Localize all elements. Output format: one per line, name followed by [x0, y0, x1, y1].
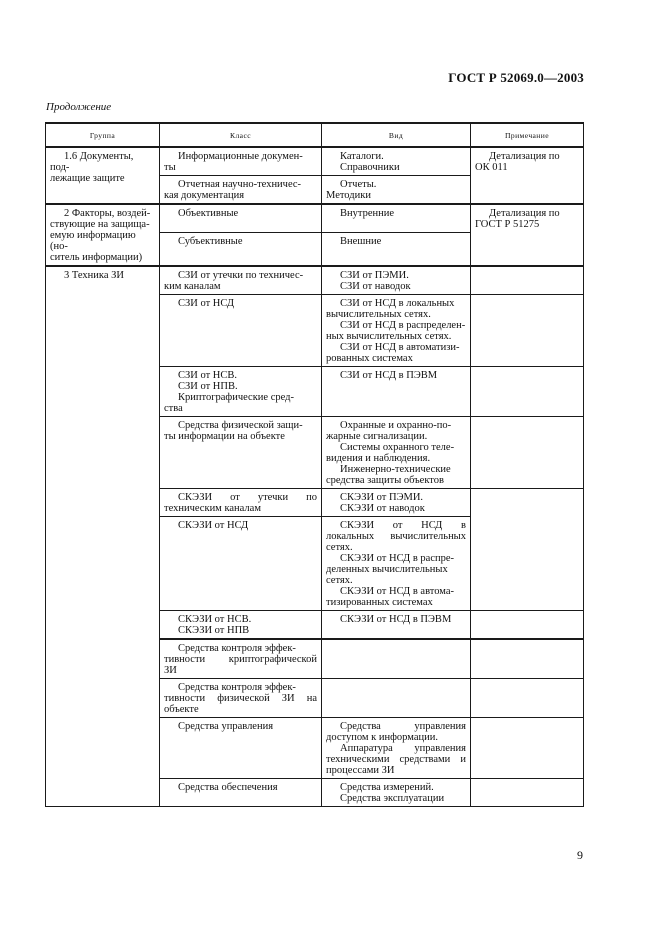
- note-cell: [471, 417, 584, 489]
- class-cell: СЗИ от НСД: [160, 295, 322, 367]
- table-row: [46, 204, 584, 233]
- column-header-kind: Вид: [322, 123, 471, 147]
- note-cell: Детализация по ОК 011: [471, 147, 584, 204]
- note-cell: [471, 489, 584, 611]
- class-cell: Средства физической защи- ты информации на объекте: [160, 417, 322, 489]
- kind-cell: СЗИ от НСД в ПЭВМ: [322, 367, 471, 417]
- class-cell: Средства обеспечения: [160, 779, 322, 807]
- note-cell: [471, 611, 584, 640]
- class-cell: Информационные докумен- ты: [160, 147, 322, 176]
- class-cell: СКЭЗИ от утечки по техническим каналам: [160, 489, 322, 517]
- kind-cell: Каталоги. Справочники: [322, 147, 471, 176]
- class-cell: СКЭЗИ от НСД: [160, 517, 322, 611]
- table-row: [46, 147, 584, 176]
- kind-cell: Охранные и охранно-по- жарные сигнализации. Системы охранного теле- видения и наблюдения. Инженерно-технические средства защиты объектов: [322, 417, 471, 489]
- table-row: [46, 266, 584, 295]
- group-cell: 2 Факторы, воздей- ствующие на защища- емую информацию (но- ситель информации): [46, 204, 160, 266]
- column-header-group: Группа: [46, 123, 160, 147]
- kind-cell: СЗИ от ПЭМИ. СЗИ от наводок: [322, 266, 471, 295]
- class-cell: Средства управления: [160, 718, 322, 779]
- note-cell: [471, 266, 584, 295]
- class-cell: Субъективные: [160, 233, 322, 267]
- class-cell: СЗИ от НСВ. СЗИ от НПВ. Криптографические сред- ства: [160, 367, 322, 417]
- page-number: 9: [577, 848, 583, 862]
- class-cell: СЗИ от утечки по техничес- ким каналам: [160, 266, 322, 295]
- continuation-label: Продолжение: [46, 101, 112, 113]
- class-cell: Объективные: [160, 204, 322, 233]
- group-cell: 3 Техника ЗИ: [46, 266, 160, 807]
- note-cell: [471, 718, 584, 779]
- class-cell: СКЭЗИ от НСВ. СКЭЗИ от НПВ: [160, 611, 322, 640]
- note-cell: [471, 639, 584, 679]
- standard-code: ГОСТ Р 52069.0—2003: [448, 70, 584, 85]
- kind-cell: [322, 679, 471, 718]
- kind-cell: СКЭЗИ от ПЭМИ. СКЭЗИ от наводок: [322, 489, 471, 517]
- note-cell: [471, 779, 584, 807]
- note-cell: [471, 679, 584, 718]
- table-header-row: [46, 123, 584, 147]
- kind-cell: СЗИ от НСД в локальных вычислительных сетях. СЗИ от НСД в распределен- ных вычислительных сетях. СЗИ от НСД в автоматизи- рованных системах: [322, 295, 471, 367]
- column-header-note: Примечание: [471, 123, 584, 147]
- note-cell: [471, 367, 584, 417]
- column-header-class: Класс: [160, 123, 322, 147]
- note-cell: [471, 295, 584, 367]
- class-cell: Отчетная научно-техничес- кая документация: [160, 176, 322, 205]
- kind-cell: Внутренние: [322, 204, 471, 233]
- class-cell: Средства контроля эффек- тивности криптографической ЗИ: [160, 639, 322, 679]
- kind-cell: СКЭЗИ от НСД в ПЭВМ: [322, 611, 471, 640]
- note-cell: Детализация по ГОСТ Р 51275: [471, 204, 584, 266]
- kind-cell: Внешние: [322, 233, 471, 267]
- kind-cell: Средства измерений. Средства эксплуатации: [322, 779, 471, 807]
- class-cell: Средства контроля эффек- тивности физической ЗИ на объекте: [160, 679, 322, 718]
- kind-cell: Средства управления доступом к информации. Аппаратура управления техническими средствами и процессами ЗИ: [322, 718, 471, 779]
- kind-cell: [322, 639, 471, 679]
- group-cell: 1.6 Документы, под- лежащие защите: [46, 147, 160, 204]
- kind-cell: Отчеты. Методики: [322, 176, 471, 205]
- classification-table: [45, 122, 584, 807]
- kind-cell: СКЭЗИ от НСД в локальных вычислительных сетях. СКЭЗИ от НСД в распре- деленных вычислительных сетях. СКЭЗИ от НСД в автома- тизированных системах: [322, 517, 471, 611]
